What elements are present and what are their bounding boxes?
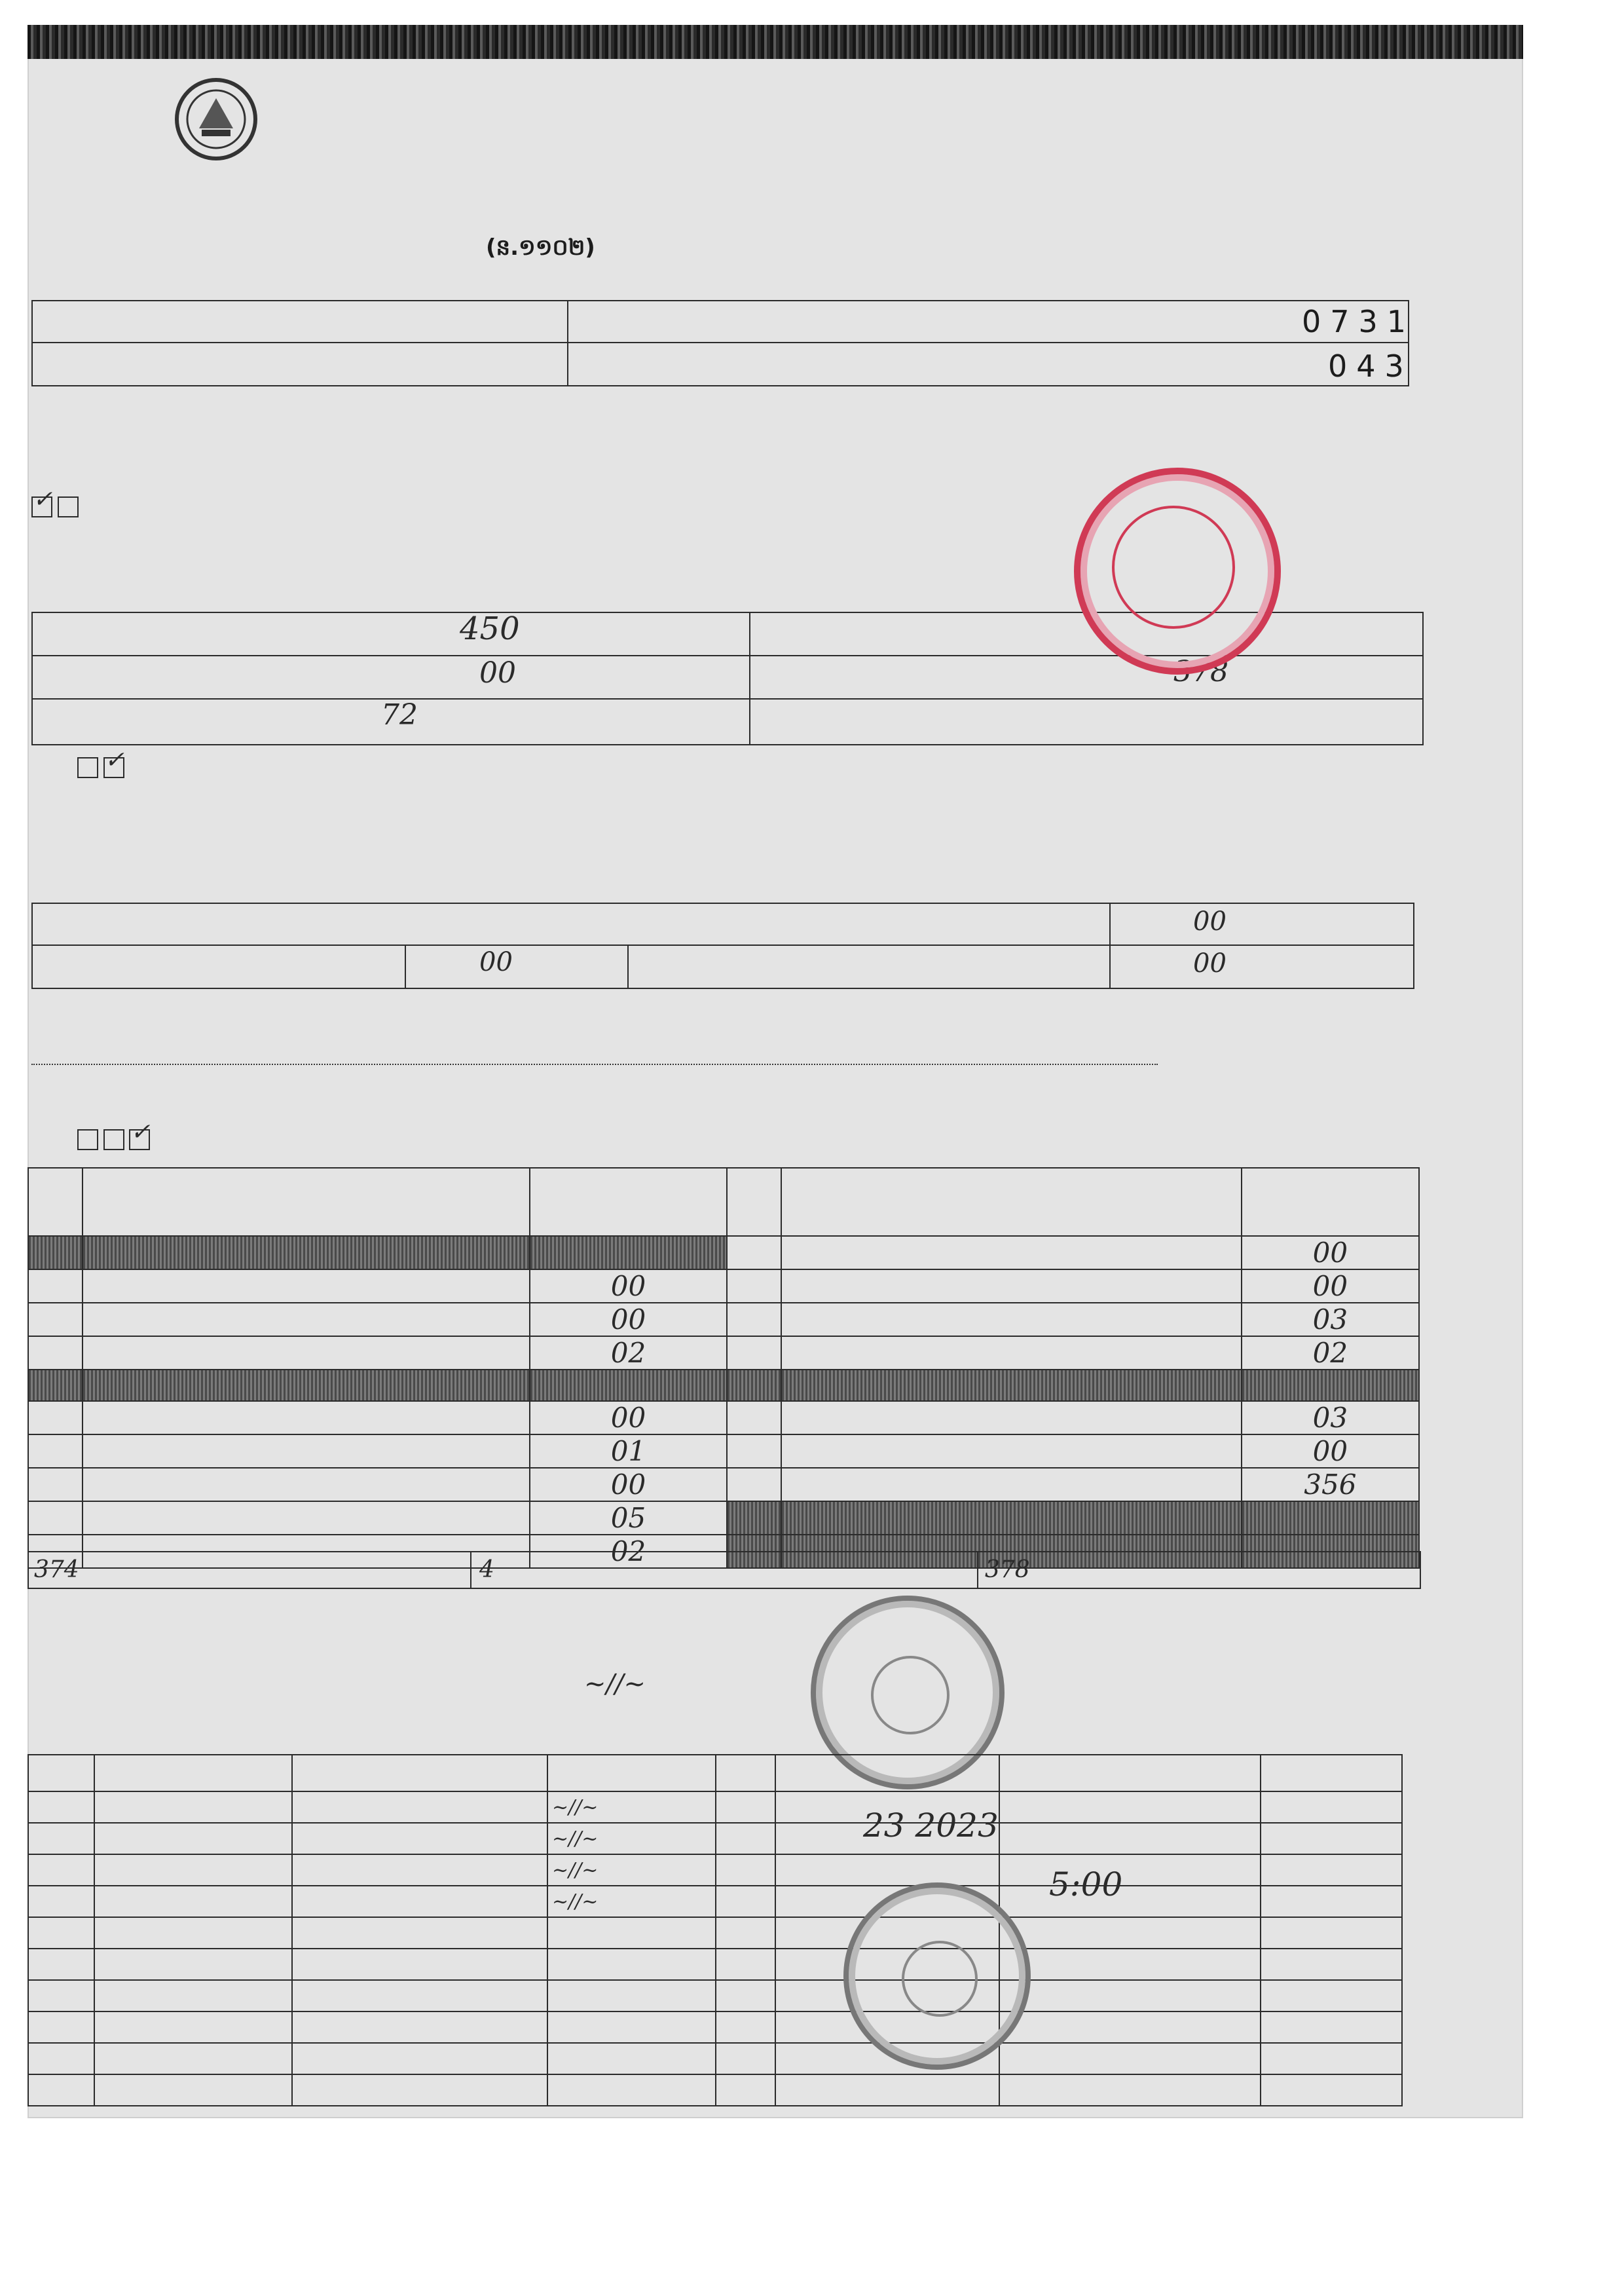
votes-header-party-left [83, 1168, 530, 1236]
total-invalid-value: 4 [479, 1556, 494, 1583]
observer-party [999, 1854, 1261, 1886]
observer-signature [547, 2011, 716, 2043]
row-party [83, 1370, 530, 1401]
form-code: (ន.១១០២) [486, 234, 595, 261]
observer-row-4 [28, 1886, 1402, 1917]
committee-emblem [173, 76, 259, 162]
observer-row-9 [28, 2043, 1402, 2074]
observer-stamp-gray [843, 1882, 1031, 2070]
observer-signature: ~∕∕~ [547, 1791, 716, 1823]
row-votes: 00 [1242, 1269, 1419, 1303]
observer-party [292, 1886, 547, 1917]
row-no [727, 1303, 781, 1336]
scan-edge-band [28, 25, 1523, 59]
observer-name [775, 2074, 999, 2106]
row-no [727, 1236, 781, 1269]
row-votes: 01 [530, 1434, 726, 1468]
votes-row-5 [28, 1370, 1419, 1401]
row-no [28, 1886, 94, 1917]
row-party [781, 1468, 1242, 1501]
row-no [716, 1886, 775, 1917]
row-votes: 02 [530, 1535, 726, 1568]
row-votes [530, 1370, 726, 1401]
row-party [781, 1336, 1242, 1370]
section3-row-divider [31, 945, 1413, 946]
observer-party [292, 2074, 547, 2106]
row-party [781, 1401, 1242, 1434]
row-no [716, 1980, 775, 2011]
observer-row-7 [28, 1980, 1402, 2011]
count-e-value: 378 [1173, 655, 1228, 688]
votes-row-8 [28, 1468, 1419, 1501]
row-no [28, 1370, 83, 1401]
official-red-stamp [1074, 468, 1281, 675]
row-no [727, 1370, 781, 1401]
observers-col-no-right [716, 1755, 775, 1791]
row-votes: 00 [1242, 1434, 1419, 1468]
observer-row-6 [28, 1949, 1402, 1980]
check-match-box[interactable] [77, 757, 98, 778]
observer-name [94, 1823, 293, 1854]
form-title [486, 233, 595, 266]
observer-name [775, 1854, 999, 1886]
votes-row-6 [28, 1401, 1419, 1434]
row-no [716, 1949, 775, 1980]
observers-col-sign-right [1261, 1755, 1402, 1791]
votes-row-9 [28, 1501, 1419, 1535]
count-a-value: 450 [460, 610, 520, 647]
observer-row-3 [28, 1854, 1402, 1886]
committee-stamp-gray-inner [871, 1656, 950, 1734]
row-no [716, 1854, 775, 1886]
row-no [28, 1269, 83, 1303]
votes-table [28, 1167, 1420, 1569]
row-no [28, 1917, 94, 1949]
row-no [28, 1401, 83, 1434]
row-no [727, 1336, 781, 1370]
row-no [716, 1823, 775, 1854]
section3-row2-value-b: 00 [1193, 948, 1227, 979]
votes-header-votes-left [530, 1168, 726, 1236]
observers-col-name-right [775, 1755, 999, 1791]
row-votes: 02 [1242, 1336, 1419, 1370]
sheet-count-3-box[interactable] [129, 1119, 151, 1150]
observer-party [292, 1917, 547, 1949]
observer-party [292, 2043, 547, 2074]
observer-party [999, 2074, 1261, 2106]
row-no [716, 2043, 775, 2074]
red-stamp-inner-ring [1112, 506, 1235, 629]
observers-col-party-right [999, 1755, 1261, 1791]
votes-row-2 [28, 1269, 1419, 1303]
section1-col-divider [567, 300, 568, 385]
observer-signature [1261, 1886, 1402, 1917]
observer-signature [547, 2074, 716, 2106]
observer-signature [1261, 1791, 1402, 1823]
observer-party [292, 2011, 547, 2043]
row-party [781, 1236, 1242, 1269]
votes-row-3 [28, 1303, 1419, 1336]
row-no [28, 1434, 83, 1468]
row-no [727, 1468, 781, 1501]
row-no [28, 1791, 94, 1823]
observer-signature [1261, 2043, 1402, 2074]
observer-name [94, 1886, 293, 1917]
row-no [28, 1854, 94, 1886]
observer-party [292, 1823, 547, 1854]
row-votes: 03 [1242, 1401, 1419, 1434]
votes-header-no-left [28, 1168, 83, 1236]
observers-col-sign-left [547, 1755, 716, 1791]
row-party [781, 1269, 1242, 1303]
observer-row-8 [28, 2011, 1402, 2043]
checkbox-yes[interactable] [31, 486, 53, 517]
observer-signature [547, 1980, 716, 2011]
sheet-count-3-checkmark-icon: ✓ [130, 1119, 151, 1146]
total-valid [34, 1556, 79, 1583]
row-party [83, 1336, 530, 1370]
polling-code-1: 0731 [1302, 304, 1416, 339]
row-no [727, 1501, 781, 1535]
observer-signature [1261, 1949, 1402, 1980]
row-no [727, 1269, 781, 1303]
sheet-count-2-box[interactable] [103, 1129, 124, 1150]
checkbox-no[interactable] [58, 496, 79, 517]
observers-col-name-left [94, 1755, 293, 1791]
observer-stamp-gray-inner [902, 1941, 978, 2017]
check-mismatch-checkmark-icon: ✓ [104, 747, 124, 774]
observer-name [94, 1980, 293, 2011]
section3-row2-value: 00 [479, 947, 513, 977]
observer-party [999, 1917, 1261, 1949]
votes-row-7 [28, 1434, 1419, 1468]
section3-col-divider [1109, 903, 1111, 988]
row-votes: 00 [530, 1269, 726, 1303]
sheet-count-1-box[interactable] [77, 1129, 98, 1150]
handwritten-note-line1-c: 2023 [915, 1806, 999, 1844]
row-no [28, 1949, 94, 1980]
section3-row1-value: 00 [1193, 907, 1227, 937]
count-c-value: 72 [381, 698, 418, 732]
row-no [28, 1468, 83, 1501]
votes-row-1 [28, 1236, 1419, 1269]
handwritten-note-line1-b: 23 [863, 1806, 905, 1844]
polling-code-2: 043 [1328, 348, 1413, 384]
row-votes [530, 1236, 726, 1269]
row-votes: 00 [530, 1401, 726, 1434]
row-no [716, 1917, 775, 1949]
observer-party [999, 1823, 1261, 1854]
section1-row-divider [31, 342, 1408, 343]
total-valid-value: 374 [34, 1556, 79, 1583]
handwritten-note-line1 [863, 1806, 999, 1844]
votes-header-party-right [781, 1168, 1242, 1236]
votes-header-no-right [727, 1168, 781, 1236]
row-party [83, 1269, 530, 1303]
total-all-value: 378 [985, 1556, 1030, 1583]
row-no [28, 1303, 83, 1336]
votes-header-votes-right [1242, 1168, 1419, 1236]
votes-row-4 [28, 1336, 1419, 1370]
observer-party [999, 1791, 1261, 1823]
row-no [28, 1501, 83, 1535]
observer-signature [1261, 1823, 1402, 1854]
observer-signature [547, 2043, 716, 2074]
row-no [727, 1434, 781, 1468]
observer-name [94, 1791, 293, 1823]
row-party [83, 1303, 530, 1336]
observer-signature [547, 1949, 716, 1980]
document-sheet [28, 25, 1523, 2118]
counts-col-divider [749, 612, 750, 744]
row-no [716, 2011, 775, 2043]
observer-party [292, 1854, 547, 1886]
observers-col-party-left [292, 1755, 547, 1791]
observer-signature [1261, 2074, 1402, 2106]
row-party [83, 1468, 530, 1501]
observers-header-row [28, 1755, 1402, 1791]
row-votes: 00 [1242, 1236, 1419, 1269]
row-party [781, 1501, 1242, 1535]
observer-signature: ~∕∕~ [547, 1886, 716, 1917]
observer-signature [1261, 1854, 1402, 1886]
observer-party [999, 2043, 1261, 2074]
check-mismatch-box[interactable] [103, 747, 124, 778]
observer-signature: ~∕∕~ [547, 1854, 716, 1886]
checkbox-checkmark-icon: ✓ [33, 486, 53, 513]
observer-name [94, 2074, 293, 2106]
observers-table [28, 1754, 1403, 2106]
row-no [727, 1401, 781, 1434]
row-party [781, 1434, 1242, 1468]
observer-name [94, 1917, 293, 1949]
observer-party [292, 1980, 547, 2011]
observer-signature [547, 1917, 716, 1949]
observer-party [292, 1791, 547, 1823]
row-no [28, 2043, 94, 2074]
observer-name [94, 1854, 293, 1886]
row-votes: 02 [530, 1336, 726, 1370]
section3-row2-divider-b [627, 945, 629, 988]
row-party [83, 1434, 530, 1468]
observer-signature [1261, 1980, 1402, 2011]
observer-signature: ~∕∕~ [547, 1823, 716, 1854]
row-no [28, 1336, 83, 1370]
row-party [781, 1303, 1242, 1336]
counts-row2-divider [31, 698, 1422, 700]
observer-row-5 [28, 1917, 1402, 1949]
row-party [83, 1236, 530, 1269]
row-party [781, 1370, 1242, 1401]
row-party [83, 1501, 530, 1535]
observer-name [94, 2043, 293, 2074]
totals-divider-2 [977, 1551, 978, 1588]
votes-header-row [28, 1168, 1419, 1236]
observer-party [999, 1949, 1261, 1980]
observer-name [94, 1949, 293, 1980]
row-no [28, 1823, 94, 1854]
section2-line2 [31, 486, 79, 517]
row-no [716, 2074, 775, 2106]
check-line [77, 747, 124, 778]
observer-party [999, 1980, 1261, 2011]
observer-party [999, 2011, 1261, 2043]
totals-box [28, 1551, 1421, 1589]
total-invalid [479, 1556, 494, 1583]
row-votes: 356 [1242, 1468, 1419, 1501]
observer-signature [1261, 1917, 1402, 1949]
row-no [716, 1791, 775, 1823]
row-no [28, 2011, 94, 2043]
observer-row-2 [28, 1823, 1402, 1854]
observer-row-10 [28, 2074, 1402, 2106]
observer-signature [1261, 2011, 1402, 2043]
handwritten-note-line2: 5:00 [1049, 1865, 1123, 1903]
row-votes [1242, 1370, 1419, 1401]
section4-subline [77, 1119, 151, 1150]
section1-box [31, 300, 1409, 386]
observer-name [94, 2011, 293, 2043]
row-votes: 00 [530, 1468, 726, 1501]
row-no [28, 1980, 94, 2011]
observer-row-1 [28, 1791, 1402, 1823]
row-votes [1242, 1501, 1419, 1535]
observers-col-no-left [28, 1755, 94, 1791]
section3-row2-divider-a [405, 945, 406, 988]
row-no [28, 1236, 83, 1269]
total-all [985, 1556, 1030, 1583]
observer-party [999, 1886, 1261, 1917]
row-party [83, 1401, 530, 1434]
row-votes: 05 [530, 1501, 726, 1535]
row-votes: 00 [530, 1303, 726, 1336]
observer-party [292, 1949, 547, 1980]
totals-divider-1 [470, 1551, 471, 1588]
row-votes: 03 [1242, 1303, 1419, 1336]
row-no [28, 2074, 94, 2106]
section3-dotted-line [31, 1064, 1158, 1065]
count-b-value: 00 [479, 656, 516, 690]
chair-signature: ~∕∕~ [584, 1669, 646, 1699]
